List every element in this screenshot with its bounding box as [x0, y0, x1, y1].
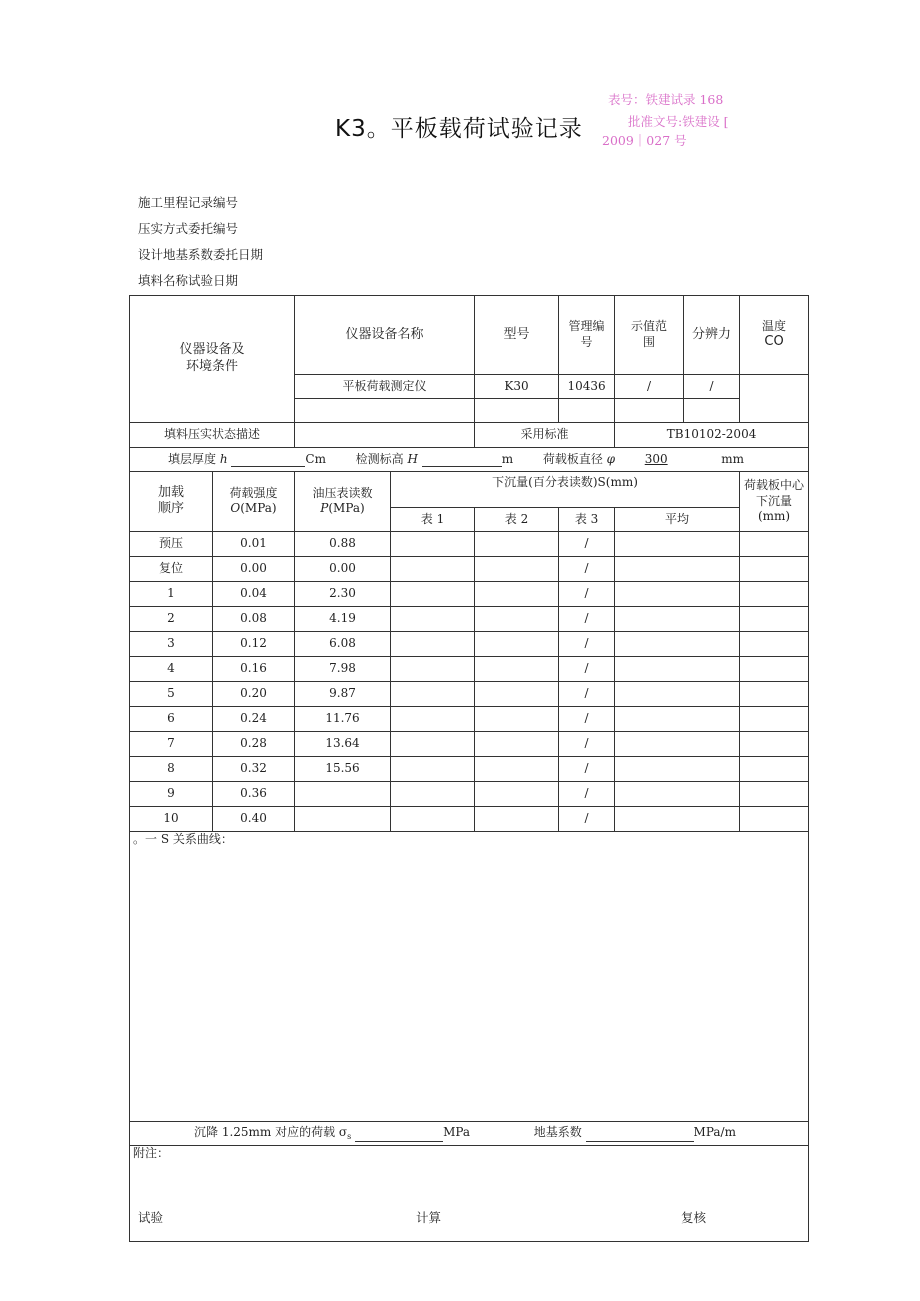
gauge-2-cell [475, 531, 559, 556]
table-row [130, 756, 809, 781]
header-range: 示值范 围 [615, 296, 684, 375]
gauge-2-cell [475, 706, 559, 731]
load-rows [130, 531, 809, 831]
meta-line-fill: 填料名称试验日期 [138, 273, 239, 288]
instrument-empty-cell [684, 398, 740, 422]
footer-reviewer: 复核 [681, 1210, 707, 1225]
load-strength-cell: 0.24 [213, 706, 295, 731]
oil-reading-cell [295, 781, 391, 806]
center-settlement-cell [740, 581, 809, 606]
approval-number-year: 2009｜027 号 [602, 133, 687, 148]
gauge-1-cell [391, 531, 475, 556]
gauge-2-cell [475, 806, 559, 831]
center-settlement-cell [740, 781, 809, 806]
header-management-no: 管理编 号 [559, 296, 615, 375]
gauge-1-cell [391, 806, 475, 831]
oil-reading-cell: 7.98 [295, 656, 391, 681]
center-settlement-cell [740, 731, 809, 756]
gauge-2-cell [475, 631, 559, 656]
instrument-section-label: 仪器设备及 环境条件 [130, 296, 295, 423]
meta-line-compaction: 压实方式委托编号 [138, 221, 239, 236]
load-order-cell: 2 [130, 606, 213, 631]
center-settlement-cell [740, 806, 809, 831]
oil-reading-cell: 4.19 [295, 606, 391, 631]
load-strength-cell: 0.28 [213, 731, 295, 756]
gauge-1-cell [391, 731, 475, 756]
load-strength-cell: 0.01 [213, 531, 295, 556]
table-row [130, 531, 809, 556]
result-row: 沉降 1.25mm 对应的荷载 $\sigma_s$ MPa 地基系数 MPa/m [130, 1121, 809, 1145]
center-settlement-cell [740, 556, 809, 581]
average-cell [615, 731, 740, 756]
instrument-resolution-cell: / [684, 374, 740, 398]
gauge-1-cell [391, 606, 475, 631]
standard-label: 采用标准 [475, 422, 615, 447]
load-strength-cell: 0.08 [213, 606, 295, 631]
gauge-1-cell [391, 581, 475, 606]
table-row [130, 631, 809, 656]
center-settlement-cell [740, 531, 809, 556]
layer-info-row: 填层厚度 h Cm 检测标高 H m 荷载板直径 φ 300 mm [130, 447, 809, 471]
oil-reading-cell: 9.87 [295, 681, 391, 706]
average-cell [615, 781, 740, 806]
load-order-cell: 5 [130, 681, 213, 706]
average-cell [615, 556, 740, 581]
center-settlement-cell [740, 606, 809, 631]
header-temperature: 温度 CO [740, 296, 809, 375]
center-settlement-cell [740, 706, 809, 731]
table-row [130, 606, 809, 631]
gauge-1-cell [391, 556, 475, 581]
col-center-settlement: 荷载板中心 下沉量(mm) [740, 471, 809, 531]
load-order-cell: 预压 [130, 531, 213, 556]
average-cell [615, 806, 740, 831]
average-cell [615, 606, 740, 631]
col-average: 平均 [615, 507, 740, 531]
load-order-cell: 8 [130, 756, 213, 781]
table-row [130, 656, 809, 681]
header-instrument-name: 仪器设备名称 [295, 296, 475, 375]
col-oil-reading: 油压表读数 P(MPa) [295, 471, 391, 531]
table-row [130, 706, 809, 731]
gauge-1-cell [391, 706, 475, 731]
test-record-table [129, 295, 809, 1242]
instrument-name-cell: 平板荷载测定仪 [295, 374, 475, 398]
load-strength-cell: 0.04 [213, 581, 295, 606]
instrument-range-cell: / [615, 374, 684, 398]
load-strength-cell: 0.16 [213, 656, 295, 681]
fill-state-value [295, 422, 475, 447]
page-title: K3。平板载荷试验记录 [335, 116, 583, 142]
load-order-cell: 1 [130, 581, 213, 606]
standard-value: TB10102-2004 [615, 422, 809, 447]
gauge-2-cell [475, 606, 559, 631]
gauge-1-cell [391, 756, 475, 781]
oil-reading-cell: 2.30 [295, 581, 391, 606]
center-settlement-cell [740, 656, 809, 681]
gauge-2-cell [475, 781, 559, 806]
instrument-empty-cell [295, 398, 475, 422]
table-row [130, 731, 809, 756]
instrument-mgmt-cell: 10436 [559, 374, 615, 398]
gauge-3-cell: / [559, 631, 615, 656]
curve-area [130, 831, 809, 1121]
oil-reading-cell: 0.88 [295, 531, 391, 556]
header-resolution: 分辨力 [684, 296, 740, 375]
gauge-3-cell: / [559, 556, 615, 581]
gauge-3-cell: / [559, 731, 615, 756]
header-model: 型号 [475, 296, 559, 375]
average-cell [615, 756, 740, 781]
average-cell [615, 531, 740, 556]
table-row [130, 806, 809, 831]
gauge-2-cell [475, 756, 559, 781]
table-row [130, 581, 809, 606]
oil-reading-cell: 13.64 [295, 731, 391, 756]
table-row [130, 681, 809, 706]
gauge-3-cell: / [559, 706, 615, 731]
gauge-3-cell: / [559, 756, 615, 781]
instrument-empty-cell [615, 398, 684, 422]
gauge-3-cell: / [559, 531, 615, 556]
center-settlement-cell [740, 681, 809, 706]
average-cell [615, 656, 740, 681]
load-order-cell: 6 [130, 706, 213, 731]
gauge-1-cell [391, 656, 475, 681]
load-strength-cell: 0.36 [213, 781, 295, 806]
load-order-cell: 10 [130, 806, 213, 831]
average-cell [615, 581, 740, 606]
gauge-1-cell [391, 681, 475, 706]
fill-state-label: 填料压实状态描述 [130, 422, 295, 447]
diameter-value: 300 [644, 451, 668, 466]
gauge-3-cell: / [559, 606, 615, 631]
load-order-cell: 4 [130, 656, 213, 681]
center-settlement-cell [740, 631, 809, 656]
col-gauge-2: 表 2 [475, 507, 559, 531]
load-order-cell: 复位 [130, 556, 213, 581]
table-row [130, 556, 809, 581]
oil-reading-cell [295, 806, 391, 831]
average-cell [615, 706, 740, 731]
gauge-2-cell [475, 681, 559, 706]
load-strength-cell: 0.20 [213, 681, 295, 706]
approval-number: 批准文号:铁建设 [ [628, 114, 729, 129]
oil-reading-cell: 11.76 [295, 706, 391, 731]
gauge-3-cell: / [559, 681, 615, 706]
col-settlement: 下沉量(百分表读数)S(mm) [391, 471, 740, 507]
load-strength-cell: 0.40 [213, 806, 295, 831]
col-load-order: 加载 顺序 [130, 471, 213, 531]
oil-reading-cell: 15.56 [295, 756, 391, 781]
gauge-3-cell: / [559, 581, 615, 606]
average-cell [615, 681, 740, 706]
gauge-3-cell: / [559, 656, 615, 681]
col-gauge-3: 表 3 [559, 507, 615, 531]
load-strength-cell: 0.00 [213, 556, 295, 581]
table-row [130, 781, 809, 806]
load-strength-cell: 0.32 [213, 756, 295, 781]
load-order-cell: 9 [130, 781, 213, 806]
col-gauge-1: 表 1 [391, 507, 475, 531]
gauge-3-cell: / [559, 781, 615, 806]
footer-calculator: 计算 [416, 1210, 442, 1225]
footer-tester: 试验 [138, 1210, 164, 1225]
remarks-area [130, 1145, 809, 1241]
form-number: 表号：铁建试录 168 [608, 92, 724, 107]
gauge-3-cell: / [559, 806, 615, 831]
instrument-empty-cell [559, 398, 615, 422]
load-order-cell: 7 [130, 731, 213, 756]
gauge-2-cell [475, 731, 559, 756]
instrument-model-cell: K30 [475, 374, 559, 398]
gauge-2-cell [475, 656, 559, 681]
load-order-cell: 3 [130, 631, 213, 656]
meta-line-mileage: 施工里程记录编号 [138, 195, 239, 210]
oil-reading-cell: 0.00 [295, 556, 391, 581]
gauge-1-cell [391, 631, 475, 656]
gauge-1-cell [391, 781, 475, 806]
instrument-empty-cell [475, 398, 559, 422]
meta-line-design: 设计地基系数委托日期 [138, 247, 264, 262]
curve-label: 。一 S 关系曲线： [133, 831, 233, 846]
remarks-label: 附注： [133, 1145, 170, 1160]
load-strength-cell: 0.12 [213, 631, 295, 656]
temperature-value-cell [740, 374, 809, 422]
center-settlement-cell [740, 756, 809, 781]
col-load-strength: 荷载强度 O(MPa) [213, 471, 295, 531]
average-cell [615, 631, 740, 656]
oil-reading-cell: 6.08 [295, 631, 391, 656]
gauge-2-cell [475, 581, 559, 606]
gauge-2-cell [475, 556, 559, 581]
